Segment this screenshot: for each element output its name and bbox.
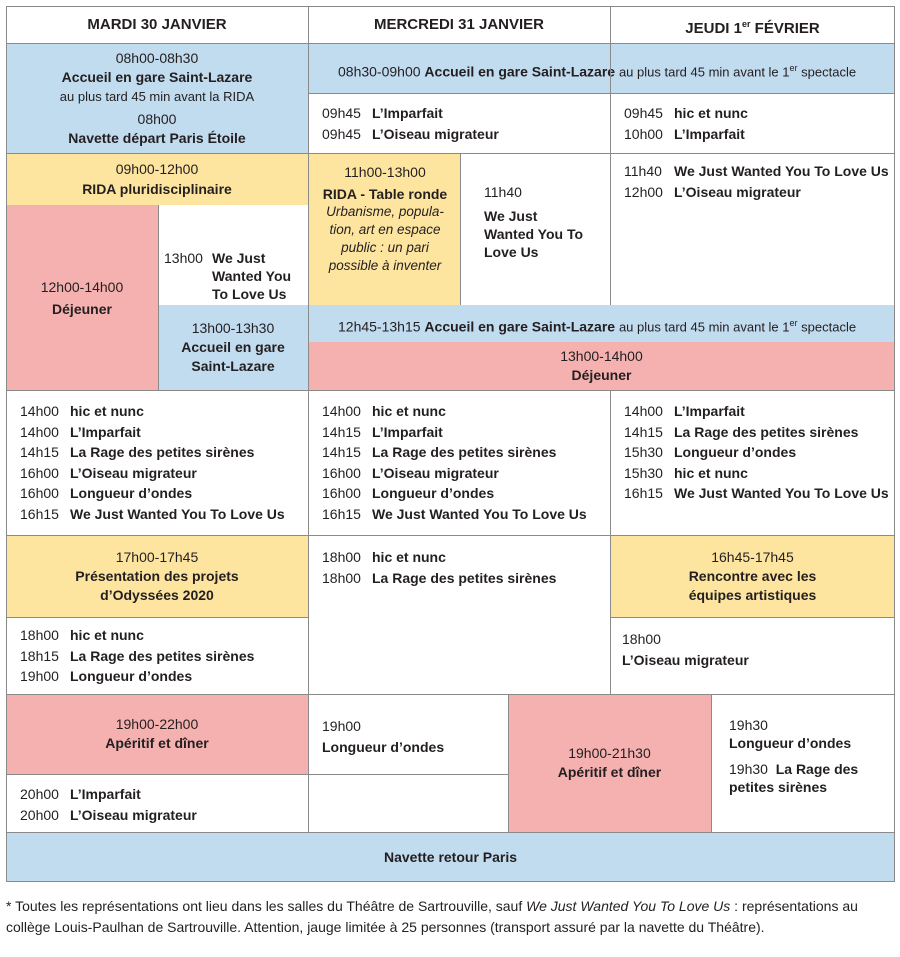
item-title: We Just Wanted You To Love Us — [674, 485, 889, 501]
footnote-part1: Toutes les représentations ont lieu dans les salles du Théâtre de Sartrouville, sauf — [11, 898, 527, 914]
thu-dinner-title: Apéritif et dîner — [557, 764, 662, 780]
tue-pres-title: Présentation des projets d’Odyssées 2020 — [75, 567, 239, 603]
tue-shuttle-title: Navette départ Paris Étoile — [68, 129, 246, 146]
item-time: 14h15 — [20, 444, 59, 460]
tue-welcome-title: Accueil en gare Saint-Lazare — [61, 68, 253, 85]
item-time: 10h00 — [624, 125, 663, 142]
item-title: L’Oiseau migrateur — [372, 125, 499, 142]
thu-dinner-time: 19h00-21h30 — [568, 745, 651, 761]
item-time: 19h00 — [20, 668, 59, 684]
item-time: 16h00 — [322, 485, 361, 501]
item-time: 14h00 — [322, 403, 361, 419]
wedthu-welcome2-note: au plus tard 45 min avant le 1 — [618, 319, 790, 335]
item-time: 16h00 — [20, 464, 59, 481]
item-time: 11h40 — [624, 163, 662, 179]
item-time: 18h00 — [20, 627, 59, 643]
wedthu-welcome2-sup: er — [789, 318, 798, 328]
item-time: 15h30 — [624, 464, 663, 481]
tue-rida-time: 09h00-12h00 — [115, 161, 199, 177]
footnote-italic: We Just Wanted You To Love Us — [526, 898, 731, 914]
item-title: La Rage des petites sirènes — [372, 569, 557, 586]
item-title: L’Imparfait — [372, 423, 443, 440]
item-title: hic et nunc — [674, 105, 748, 121]
tue-pres-time: 17h00-17h45 — [115, 548, 199, 565]
tue-shuttle-time: 08h00 — [137, 110, 177, 127]
item-title: Longueur d’ondes — [674, 444, 797, 460]
item-title: L’Imparfait — [70, 786, 141, 802]
thu-evening-time: 18h00 — [622, 631, 661, 647]
item-title: We Just Wanted You To Love Us — [70, 505, 285, 522]
thu-evening-title: L’Oiseau migrateur — [622, 652, 749, 668]
wedthu-lunch-time: 13h00-14h00 — [560, 348, 643, 364]
thu-meet-time: 16h45-17h45 — [711, 548, 794, 565]
return-shuttle-title: Navette retour Paris — [383, 849, 518, 865]
item-time: 18h00 — [322, 569, 361, 586]
tue-welcome-note: au plus tard 45 min avant la RIDA — [59, 88, 255, 104]
footnote — [6, 896, 886, 938]
item-title: L’Imparfait — [674, 403, 745, 419]
item-time: 16h15 — [624, 485, 663, 501]
item-title: L’Imparfait — [674, 125, 745, 142]
tue-welcome-time: 08h00-08h30 — [115, 49, 199, 66]
item-title: L’Imparfait — [372, 105, 443, 121]
wed-rida-subtitle: Urbanisme, popula-tion, art en espace public : un pari possible à inventer — [326, 204, 444, 273]
item-time: 09h45 — [322, 105, 361, 121]
item-time: 14h00 — [20, 403, 59, 419]
wedthu-welcome2-title: Accueil en gare Saint-Lazare — [424, 318, 616, 335]
wedthu-lunch-title: Déjeuner — [571, 367, 632, 383]
wed-wjw-title: We Just Wanted You To Love Us — [484, 208, 584, 260]
item-time: 16h15 — [20, 505, 59, 522]
footnote-star: * — [6, 898, 12, 914]
item-title: L’Oiseau migrateur — [70, 464, 197, 481]
item-time: 14h15 — [322, 444, 361, 460]
wedthu-welcome-note: au plus tard 45 min avant le 1 — [618, 64, 790, 80]
item-title: Longueur d’ondes — [70, 485, 193, 501]
item-title: We Just Wanted You To Love Us — [674, 163, 889, 179]
wed-late-time: 19h00 — [322, 718, 361, 734]
wedthu-welcome-title: Accueil en gare Saint-Lazare — [424, 63, 616, 80]
tue-rida-title: RIDA pluridisciplinaire — [82, 181, 232, 197]
item-title: L’Oiseau migrateur — [674, 183, 801, 200]
item-title: hic et nunc — [674, 464, 748, 481]
item-title: La Rage des petites sirènes — [372, 444, 557, 460]
header-thursday-sup: er — [742, 19, 751, 29]
wed-rida-title: RIDA - Table ronde — [322, 186, 448, 202]
tue-dinner-title: Apéritif et dîner — [105, 735, 209, 751]
item-title: La Rage des petites sirènes — [674, 423, 859, 440]
item-title: L’Oiseau migrateur — [70, 806, 197, 823]
item-time: 12h00 — [624, 183, 663, 200]
tue-welcome2-time: 13h00-13h30 — [191, 320, 275, 336]
wed-rida-time: 11h00-13h00 — [344, 164, 426, 180]
tue-lunch-time: 12h00-14h00 — [40, 278, 124, 295]
item-time: 14h15 — [624, 423, 663, 440]
wed-late-title: Longueur d’ondes — [322, 739, 445, 755]
header-tuesday: MARDI 30 JANVIER — [87, 16, 227, 33]
item-title: We Just Wanted You To Love Us — [372, 505, 587, 522]
item-title: hic et nunc — [70, 403, 144, 419]
item-time: 14h00 — [624, 403, 663, 419]
item-time: 20h00 — [20, 806, 59, 823]
tue-welcome2-title: Accueil en gare Saint-Lazare — [181, 339, 285, 374]
footnote-part2: : représentations au collège Louis-Paulhan de Sartrouville. Attention, jauge limitée à 25 personnes (transport assuré par la navette du Théâtre). — [6, 898, 858, 935]
item-time: 15h30 — [624, 444, 663, 460]
item-time: 14h00 — [20, 423, 59, 440]
item-time: 18h00 — [322, 549, 361, 565]
item-title: La Rage des petites sirènes — [70, 647, 255, 664]
item-time: 18h15 — [20, 647, 59, 664]
thu-late1-title: Longueur d’ondes — [729, 735, 852, 751]
item-title: L’Imparfait — [70, 423, 141, 440]
item-title: hic et nunc — [372, 549, 446, 565]
header-thursday-month: FÉVRIER — [750, 20, 820, 37]
thu-meet-title: Rencontre avec les équipes artistiques — [688, 567, 817, 603]
thu-late2-time: 19h30 — [729, 761, 768, 777]
tue-wjw-time: 13h00 — [164, 250, 203, 266]
tue-lunch-title: Déjeuner — [52, 300, 112, 317]
item-time: 09h45 — [322, 125, 361, 142]
item-time: 16h00 — [322, 464, 361, 481]
item-time: 16h00 — [20, 485, 59, 501]
wedthu-welcome-time: 08h30-09h00 — [338, 63, 421, 80]
header-thursday-label: JEUDI 1 — [685, 20, 742, 37]
item-title: hic et nunc — [372, 403, 446, 419]
tue-dinner-time: 19h00-22h00 — [115, 716, 199, 732]
wedthu-welcome-note-end: spectacle — [797, 64, 857, 80]
item-title: La Rage des petites sirènes — [70, 444, 255, 460]
thu-late2-title: La Rage des petites sirènes — [729, 761, 859, 795]
item-title: L’Oiseau migrateur — [372, 464, 499, 481]
thu-late1-time: 19h30 — [729, 717, 768, 733]
item-title: Longueur d’ondes — [372, 485, 495, 501]
tue-wjw-title: We Just Wanted You To Love Us — [212, 250, 292, 302]
wedthu-welcome2-time: 12h45-13h15 — [338, 318, 421, 335]
wed-wjw-time: 11h40 — [484, 184, 522, 200]
item-title: hic et nunc — [70, 627, 144, 643]
item-title: Longueur d’ondes — [70, 668, 193, 684]
item-time: 20h00 — [20, 786, 59, 802]
header-wednesday: MERCREDI 31 JANVIER — [373, 16, 545, 33]
item-time: 16h15 — [322, 505, 361, 522]
item-time: 09h45 — [624, 105, 663, 121]
item-time: 14h15 — [322, 423, 361, 440]
wedthu-welcome2-note-end: spectacle — [797, 319, 857, 335]
wedthu-welcome-sup: er — [789, 63, 798, 73]
